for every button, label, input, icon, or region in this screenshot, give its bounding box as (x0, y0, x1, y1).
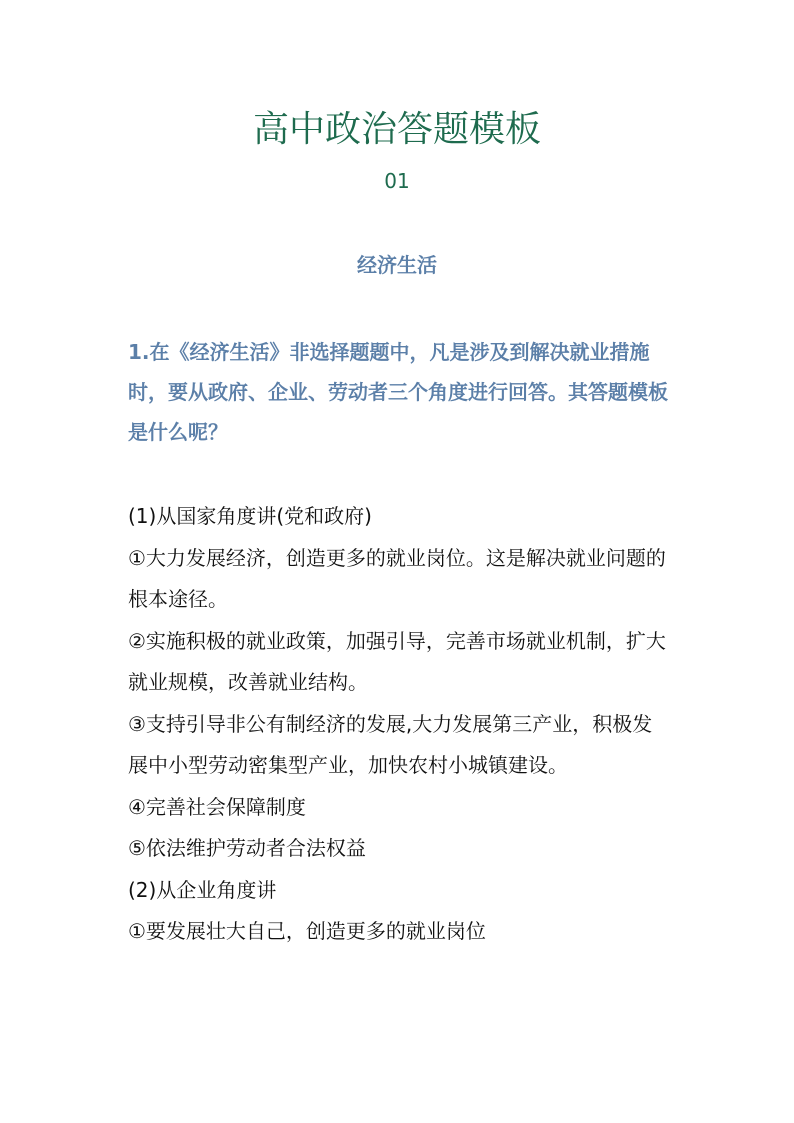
section-heading: 经济生活 (357, 253, 437, 277)
title-number: 01 (384, 169, 410, 193)
answer-line: ①要发展壮大自己，创造更多的就业岗位 (128, 919, 486, 943)
page-title: 高中政治答题模板 (252, 109, 541, 150)
answer-line: ⑤依法维护劳动者合法权益 (128, 836, 366, 860)
question-text: 1.在《经济生活》非选择题题中，凡是涉及到解决就业措施时，要从政府、企业、劳动者三个角度进行回答。其答题模板是什么呢？ (128, 340, 668, 444)
answer-line: ①大力发展经济，创造更多的就业岗位。这是解决就业问题的根本途径。 (128, 545, 666, 611)
answer-line: (2)从企业角度讲 (128, 877, 277, 902)
answer-line: (1)从国家角度讲(党和政府) (128, 504, 372, 528)
answer-line: ③支持引导非公有制经济的发展,大力发展第三产业，积极发展中小型劳动密集型产业，加快农村小城镇建设。 (128, 711, 653, 777)
answer-body (128, 496, 668, 953)
answer-line: ④完善社会保障制度 (128, 794, 306, 819)
answer-line: ②实施积极的就业政策，加强引导，完善市场就业机制，扩大就业规模，改善就业结构。 (128, 628, 666, 694)
